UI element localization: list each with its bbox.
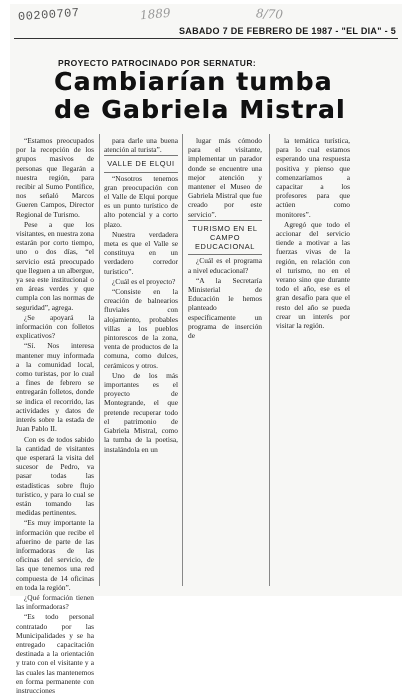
column-divider: [99, 134, 100, 586]
paragraph: “Estamos preocupados por la recepción de los grupos masivos de personas que llegarán a nuestra región, para recibir al Sumo Pontífice, nos señaló Marcos Gueren Campos, Director Regional de Turismo.: [16, 136, 94, 219]
handwritten-note: 8/70: [255, 6, 284, 22]
paragraph: lugar más cómodo para el visitante, implementar un parador donde se encuentre una mejor atención y mantener el Museo de Gabriela Mistral que fue creado por este servicio”.: [188, 136, 262, 219]
archive-stamp: 00200707: [17, 5, 81, 25]
article-column-3: [188, 136, 262, 341]
paragraph: Pese a que los visitantes, en nuestra zona estarán por corto tiempo, uno o dos días, “el servicio está preocupado que lleguen a un albergue, ya sea este institucional o en áreas verdes y que cumpla con las normas de seguridad”, agrega.: [16, 219, 94, 312]
handwritten-note: 1889: [139, 5, 172, 23]
article-column-4: [276, 136, 350, 331]
subheading: TURISMO EN EL CAMPO EDUCACIONAL: [188, 220, 262, 256]
paragraph: para darle una buena atención al turista”.: [104, 136, 178, 155]
paragraph: “A la Secretaría Ministerial de Educación le hemos planteado específicamente un programa de inserción de: [188, 275, 262, 341]
paragraph: ¿Qué formación tienen las informadoras?: [16, 592, 94, 612]
dateline: SABADO 7 DE FEBRERO DE 1987 - "EL DIA" - 5: [178, 26, 396, 36]
paragraph: “Consiste en la creación de balnearios fluviales con alojamiento, probables villas a los pueblos pintorescos de la zona, venta de productos de la comuna, como dulces, cerámicos y otros.: [104, 287, 178, 370]
paragraph: Agregó que todo el accionar del servicio tiende a motivar a las fuerzas vivas de la región, en relación con el turismo, no en el verano sino que durante todo el año, ese es el gran desafío para que el resto del año se pueda crear un interés por visitar la región.: [276, 219, 350, 331]
paragraph: Uno de los más importantes es el proyecto de Montegrande, el que pretende recuperar todo el patrimonio de Gabriela Mistral, como la tumba de la poetisa, instalándola en un: [104, 370, 178, 454]
article-column-1: [16, 136, 94, 696]
paragraph: la temática turística, para lo cual estamos esperando una respuesta positiva y pienso que comenzaríamos a capacitar a los profesores para que actúen como monitores”.: [276, 136, 350, 219]
column-divider: [269, 134, 270, 586]
subheading: VALLE DE ELQUI: [104, 155, 178, 172]
paragraph: “Nosotros tenemos gran preocupación con el Valle de Elqui porque es un punto turístico de alto potencial y a corto plazo.: [104, 173, 178, 229]
paragraph: “Sí. Nos interesa mantener muy informada a la comunidad local, como turistas, por lo cual a fines de febrero se entregarán folletos, donde se indica el recorrido, las actividades y datos de interés sobre la estada de Juan Pablo II.: [16, 341, 94, 434]
paragraph: ¿Cuál es el proyecto?: [112, 276, 176, 286]
newspaper-clipping: [10, 4, 402, 695]
column-divider: [182, 134, 183, 586]
header-rule: [14, 38, 398, 39]
paragraph: “Es todo personal contratado por las Municipalidades y se ha entregado capacitación destinada a la orientación y trato con el visitante y a las cuales las mantenemos en forma permanente con instrucciones: [16, 612, 94, 695]
paragraph: Nuestra verdadera meta es que el Valle se constituya en un verdadero corredor turístico”.: [104, 229, 178, 276]
article-kicker: PROYECTO PATROCINADO POR SERNATUR:: [58, 58, 257, 68]
paragraph: “Es muy importante la información que recibe el afuerino de parte de las informadoras de las oficinas del servicio, de las que tenemos una red compuesta de 14 oficinas en toda la región”.: [16, 518, 94, 592]
article-headline: Cambiarían tumba de Gabriela Mistral: [54, 67, 346, 124]
paragraph: Con es de todos sabido la cantidad de visitantes que esperará la visita del sucesor de Pedro, va pasar todas las estadísticas sobre flujo turístico, y para lo cual se están tomando las medidas pertinentes.: [16, 434, 94, 518]
article-column-2: [104, 136, 178, 455]
paragraph: ¿Cuál es el programa a nivel educacional?: [188, 256, 262, 275]
paragraph: ¿Se apoyará la información con folletos explicativos?: [16, 312, 94, 341]
